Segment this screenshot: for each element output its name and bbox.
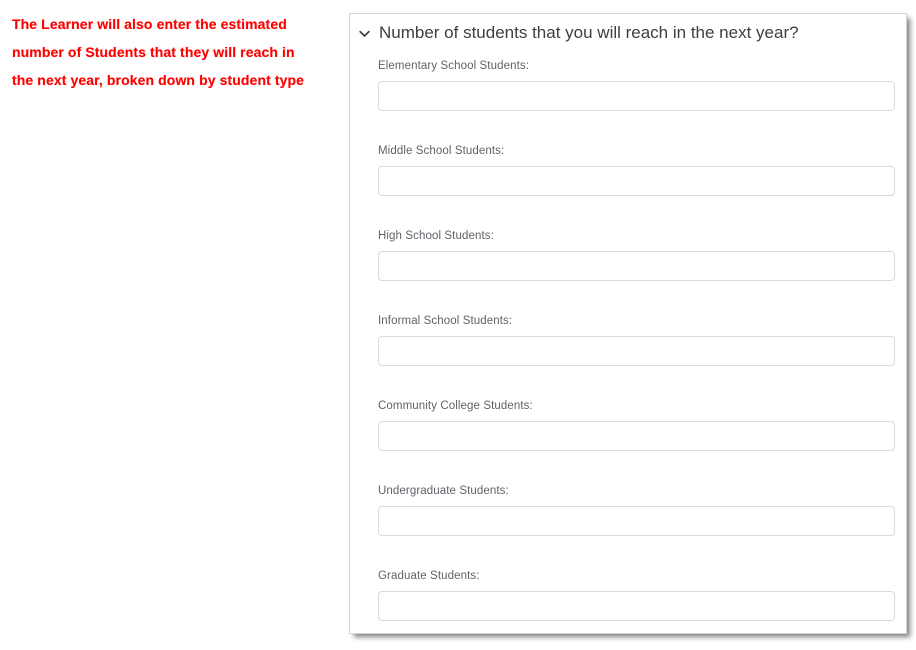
chevron-down-icon[interactable] [357,26,372,41]
field-group [378,144,906,196]
field-label-high-school-students: High School Students: [378,230,494,242]
field-group [378,399,906,451]
field-input-elementary-school-students[interactable] [378,81,895,111]
field-label-undergraduate-students: Undergraduate Students: [378,485,509,497]
section-header[interactable] [350,14,906,43]
annotation-line: the next year, broken down by student type [12,72,305,88]
field-label-graduate-students: Graduate Students: [378,570,480,582]
field-input-middle-school-students[interactable] [378,166,895,196]
field-input-informal-school-students[interactable] [378,336,895,366]
field-input-high-school-students[interactable] [378,251,895,281]
field-group [378,314,906,366]
annotation-line: The Learner will also enter the estimated [12,16,287,32]
annotation-line: number of Students that they will reach in [12,44,295,60]
field-group [378,229,906,281]
field-label-community-college-students: Community College Students: [378,400,533,412]
field-group [378,59,906,111]
field-label-informal-school-students: Informal School Students: [378,315,513,327]
field-group [378,569,906,621]
fields-container [350,43,906,621]
section-panel [349,13,907,634]
field-group [378,484,906,536]
section-title: Number of students that you will reach in the next year? [379,23,799,42]
field-label-elementary-school-students: Elementary School Students: [378,60,530,72]
annotation-note [12,10,347,94]
field-input-community-college-students[interactable] [378,421,895,451]
field-label-middle-school-students: Middle School Students: [378,145,505,157]
field-input-undergraduate-students[interactable] [378,506,895,536]
field-input-graduate-students[interactable] [378,591,895,621]
